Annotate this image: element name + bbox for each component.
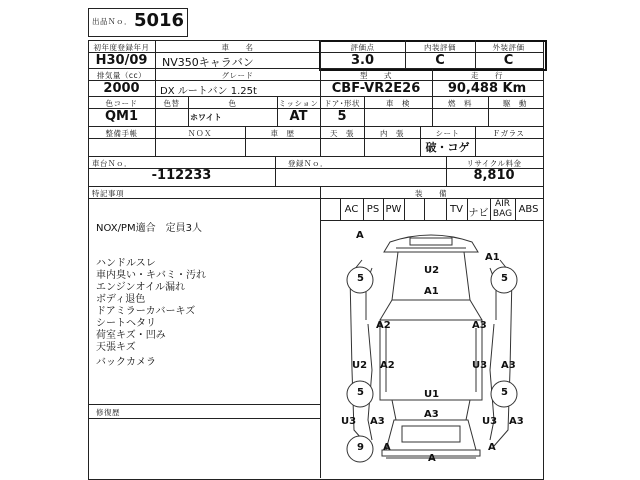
damage-roof-u2: U2 bbox=[424, 265, 440, 276]
notes-list bbox=[96, 258, 206, 354]
colorcode-value: QM1 bbox=[104, 109, 139, 124]
year-label: 初年度登録年月 bbox=[93, 43, 150, 52]
note-item: 車内臭い・キバミ・汚れ bbox=[96, 270, 206, 281]
lot-number: 5016 bbox=[133, 10, 185, 31]
damage-rear-a-bottom: A bbox=[428, 453, 436, 464]
colorcode-label: 色コード bbox=[105, 99, 138, 108]
damage-a3-right: A3 bbox=[501, 360, 516, 371]
lot-label: 出品Ｎｏ． bbox=[92, 17, 132, 26]
model-value: NV350キャラバン bbox=[162, 56, 254, 69]
type-label: 型 式 bbox=[360, 71, 392, 80]
exterior-grade-value: C bbox=[503, 53, 514, 68]
tire-rl-label: 5 bbox=[357, 387, 364, 398]
exterior-grade-label: 外装評価 bbox=[492, 43, 525, 52]
recycle-value: 8,810 bbox=[473, 168, 515, 183]
damage-u3-bottom-right: U3 bbox=[482, 416, 498, 427]
damage-left-a2-upper: A2 bbox=[376, 320, 391, 331]
tire-fl-label: 5 bbox=[357, 273, 364, 284]
recycle-label: リサイクル料金 bbox=[466, 159, 522, 168]
note-item: ハンドルスレ bbox=[96, 258, 156, 269]
tire-rr-label: 5 bbox=[501, 387, 508, 398]
notes-line1: NOX/PM適合 定員3人 bbox=[96, 223, 202, 234]
damage-front-top: A bbox=[356, 230, 364, 241]
damage-a3-bottom-right: A3 bbox=[509, 416, 524, 427]
mission-label: ミッション bbox=[278, 99, 319, 108]
car-damage-diagram bbox=[320, 220, 542, 478]
equip-abs: ABS bbox=[518, 204, 539, 215]
tire-fr-label: 5 bbox=[501, 273, 508, 284]
note-item: シートヘタリ bbox=[96, 318, 156, 329]
history-label: 車 歴 bbox=[270, 129, 295, 138]
inner-panel-label: 内 張 bbox=[380, 129, 404, 138]
grade-value: DX ルートバン 1.25t bbox=[160, 86, 257, 97]
damage-a1-right: A1 bbox=[485, 252, 500, 263]
color-label: 色 bbox=[228, 99, 237, 108]
chassis-label: 車台Ｎｏ． bbox=[92, 159, 132, 168]
spare-label: 9 bbox=[357, 442, 364, 453]
registration-label: 登録Ｎｏ． bbox=[288, 159, 328, 168]
seat-label: シート bbox=[435, 129, 460, 138]
type-value: CBF-VR2E26 bbox=[331, 81, 421, 96]
color-change-label: 色替 bbox=[163, 99, 180, 108]
fuel-label: 燃 料 bbox=[448, 99, 472, 108]
equip-ps: PS bbox=[366, 204, 380, 215]
damage-right-a3-upper: A3 bbox=[472, 320, 487, 331]
equipment-label: 装 備 bbox=[415, 189, 447, 198]
glass-label: Ｆガラス bbox=[492, 129, 525, 138]
damage-u3-bottom-left: U3 bbox=[341, 416, 357, 427]
mileage-label: 走 行 bbox=[471, 71, 503, 80]
model-label: 車 名 bbox=[221, 43, 254, 52]
note-item: ドアミラーカバーキズ bbox=[96, 306, 196, 317]
damage-rear-a-left: A bbox=[383, 442, 391, 453]
special-notes-label: 特記事項 bbox=[92, 189, 124, 198]
equip-navi: ナビ bbox=[468, 208, 489, 219]
notes-extra: バックカメラ bbox=[96, 357, 156, 368]
interior-grade-value: C bbox=[435, 53, 445, 68]
equip-pw: PW bbox=[385, 204, 402, 215]
damage-floor-a3: A3 bbox=[424, 409, 439, 420]
repair-history-label: 修復歴 bbox=[96, 408, 120, 417]
damage-a3-bottom-left: A3 bbox=[370, 416, 385, 427]
score-value: 3.0 bbox=[350, 53, 375, 68]
damage-u2-left: U2 bbox=[352, 360, 368, 371]
mileage-value: 90,488 Km bbox=[447, 81, 527, 96]
seat-value: 破・コゲ bbox=[425, 141, 470, 154]
color-value: ホワイト bbox=[190, 113, 222, 122]
cc-label: 排気量（cc） bbox=[96, 71, 147, 80]
damage-a2-left: A2 bbox=[380, 360, 395, 371]
mission-value: AT bbox=[289, 109, 308, 124]
year-value: H30/09 bbox=[95, 53, 148, 68]
damage-roof-a1: A1 bbox=[424, 286, 439, 297]
note-item: ボディ退色 bbox=[96, 294, 146, 305]
manual-label: 整備手帳 bbox=[105, 129, 138, 138]
damage-rear-a-right: A bbox=[488, 442, 496, 453]
roof-label: 天 張 bbox=[330, 129, 354, 138]
chassis-value: -112233 bbox=[151, 168, 212, 183]
interior-grade-label: 内装評価 bbox=[424, 43, 456, 52]
drive-label: 駆 動 bbox=[503, 99, 527, 108]
inspection-label: 車 検 bbox=[386, 99, 410, 108]
doors-value: 5 bbox=[337, 109, 347, 124]
equip-ac: AC bbox=[344, 204, 359, 215]
cc-value: 2000 bbox=[103, 81, 140, 96]
equip-airbag: AIR BAG bbox=[492, 199, 513, 219]
note-item: エンジンオイル漏れ bbox=[96, 282, 185, 293]
damage-floor-u1: U1 bbox=[424, 389, 440, 400]
damage-u3-right: U3 bbox=[472, 360, 488, 371]
score-label: 評価点 bbox=[350, 43, 375, 52]
note-item: 荷室キズ・凹み bbox=[96, 330, 166, 341]
note-item: 天張キズ bbox=[96, 342, 136, 353]
grade-label: グレード bbox=[221, 71, 254, 80]
equip-tv: TV bbox=[450, 204, 463, 215]
doors-label: ドア･形状 bbox=[323, 99, 361, 108]
nox-label: ＮＯＸ bbox=[188, 129, 212, 138]
